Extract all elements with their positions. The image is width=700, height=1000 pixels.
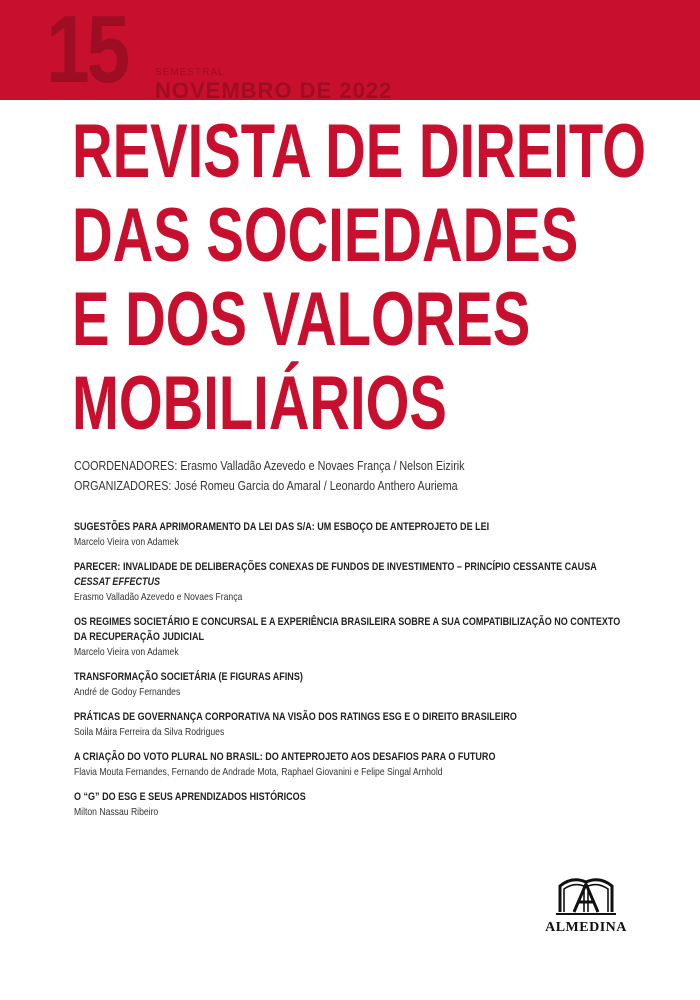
- article-title: PRÁTICAS DE GOVERNANÇA CORPORATIVA NA VISÃO DOS RATINGS ESG E O DIREITO BRASILEIRO: [74, 711, 517, 723]
- article-entry: [74, 750, 632, 779]
- article-entry: [74, 615, 632, 659]
- article-entry: [74, 710, 632, 739]
- issue-date: NOVEMBRO DE 2022: [155, 78, 393, 103]
- article-title: [74, 560, 632, 590]
- article-author: Marcelo Vieira von Adamek: [74, 646, 179, 658]
- article-entry: [74, 670, 632, 699]
- article-title: SUGESTÕES PARA APRIMORAMENTO DA LEI DAS S/A: UM ESBOÇO DE ANTEPROJETO DE LEI: [74, 521, 490, 533]
- article-title: A CRIAÇÃO DO VOTO PLURAL NO BRASIL: DO ANTEPROJETO AOS DESAFIOS PARA O FUTURO: [74, 751, 496, 763]
- article-entry: [74, 560, 632, 604]
- publisher-block: [538, 872, 634, 936]
- periodicity-label: SEMESTRAL: [155, 67, 225, 78]
- article-entry: [74, 520, 632, 549]
- article-author: Erasmo Valladão Azevedo e Novaes França: [74, 591, 243, 603]
- article-title-text: PARECER: INVALIDADE DE DELIBERAÇÕES CONEXAS DE FUNDOS DE INVESTIMENTO – PRINCÍPIO CESSANTE CAUSA: [74, 561, 597, 573]
- article-title: O “G” DO ESG E SEUS APRENDIZADOS HISTÓRICOS: [74, 791, 306, 803]
- article-author: André de Godoy Fernandes: [74, 686, 181, 698]
- article-author: Soila Máira Ferreira da Silva Rodrigues: [74, 726, 225, 738]
- title-line: REVISTA DE DIREITO: [72, 109, 646, 194]
- article-author: Milton Nassau Ribeiro: [74, 806, 159, 818]
- article-title: TRANSFORMAÇÃO SOCIETÁRIA (E FIGURAS AFINS): [74, 671, 303, 683]
- title-line: DAS SOCIEDADES: [72, 193, 579, 278]
- article-author: Marcelo Vieira von Adamek: [74, 536, 179, 548]
- table-of-contents: [74, 520, 632, 830]
- editorial-credits: [74, 456, 465, 496]
- article-title-italic: CESSAT EFFECTUS: [74, 576, 161, 588]
- issue-number: 15: [46, 0, 128, 103]
- almedina-logo-icon: [554, 872, 618, 918]
- article-entry: [74, 790, 632, 819]
- journal-title: [72, 109, 646, 446]
- title-line: E DOS VALORES: [72, 277, 531, 362]
- title-line: MOBILIÁRIOS: [72, 361, 447, 446]
- article-author: Flavia Mouta Fernandes, Fernando de Andrade Mota, Raphael Giovanini e Felipe Singal Arnhold: [74, 766, 443, 778]
- organizers-line: ORGANIZADORES: José Romeu Garcia do Amaral / Leonardo Anthero Auriema: [74, 479, 458, 493]
- article-title: OS REGIMES SOCIETÁRIO E CONCURSAL E A EXPERIÊNCIA BRASILEIRA SOBRE A SUA COMPATIBILIZAÇÃO NO CONTEXTO DA RECUPERAÇÃO JUDICIAL: [74, 616, 621, 643]
- publisher-name: ALMEDINA: [545, 920, 627, 935]
- coordinators-line: COORDENADORES: Erasmo Valladão Azevedo e Novaes França / Nelson Eizirik: [74, 459, 465, 473]
